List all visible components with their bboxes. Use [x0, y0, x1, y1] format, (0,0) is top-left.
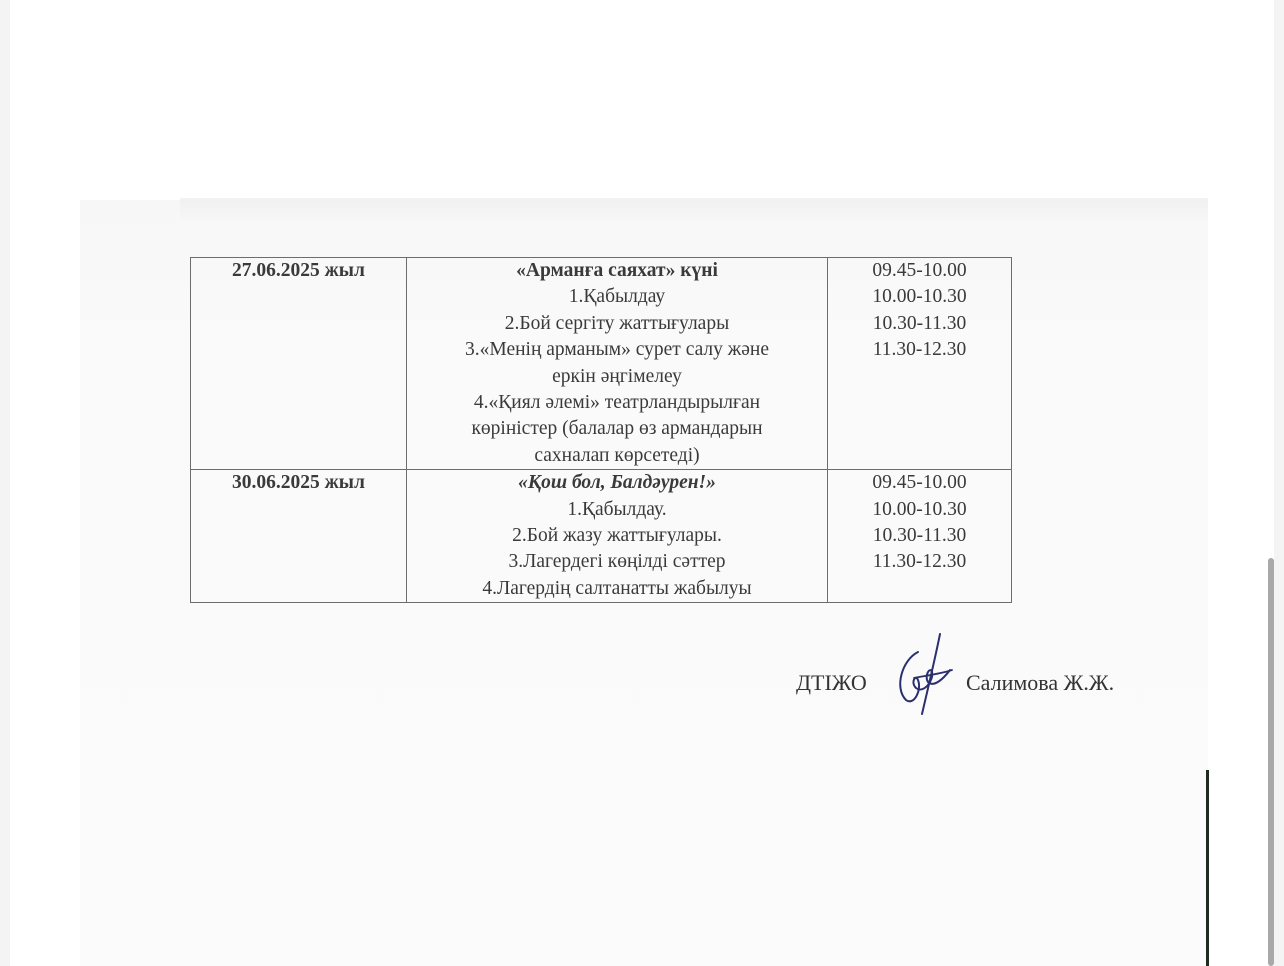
- event-title: «Қош бол, Балдәурен!»: [518, 472, 716, 494]
- event-item: 2.Бой сергіту жаттығулары: [504, 312, 730, 334]
- date-text: 27.06.2025 жыл: [232, 260, 365, 281]
- event-cell: [407, 258, 828, 470]
- signature-block: [796, 630, 1156, 720]
- table-row: [191, 470, 1012, 603]
- time-slot: 11.30-12.30: [872, 551, 967, 573]
- date-text: 30.06.2025 жыл: [232, 472, 365, 494]
- scan-right-edge: [1206, 770, 1209, 966]
- event-title: «Арманға саяхат» күні: [516, 260, 718, 281]
- time-slot: 11.30-12.30: [872, 339, 967, 361]
- event-item: 3.«Менің арманым» сурет салу және: [465, 339, 769, 361]
- signatory-name: Салимова Ж.Ж.: [966, 670, 1115, 695]
- scrollbar-thumb[interactable]: [1268, 558, 1274, 966]
- event-item: 1.Қабылдау.: [567, 498, 667, 520]
- event-item: 4.Лагердің салтанатты жабылуы: [482, 577, 752, 599]
- event-cell: [407, 470, 828, 603]
- date-cell: [191, 258, 407, 470]
- event-item: сахналап көрсетеді): [534, 444, 700, 466]
- signatory-position: ДТІЖО: [796, 670, 867, 695]
- time-slot: 09.45-10.00: [872, 472, 967, 494]
- time-slot: 10.00-10.30: [872, 286, 967, 308]
- event-item: еркін әңгімелеу: [552, 365, 682, 387]
- schedule-table: [190, 257, 1012, 603]
- time-slot: 10.30-11.30: [872, 312, 967, 334]
- event-item: 2.Бой жазу жаттығулары.: [512, 525, 722, 547]
- table-row: [191, 258, 1012, 470]
- scan-top-edge: [180, 198, 1208, 220]
- date-cell: [191, 470, 407, 603]
- time-slot: 09.45-10.00: [872, 260, 967, 281]
- event-item: көріністер (балалар өз армандарын: [471, 418, 763, 440]
- event-item: 3.Лагердегі көңілді сәттер: [508, 551, 726, 573]
- time-cell: [828, 258, 1012, 470]
- time-cell: [828, 470, 1012, 603]
- time-slot: 10.30-11.30: [872, 525, 967, 547]
- time-slot: 10.00-10.30: [872, 498, 967, 520]
- handwritten-signature: [888, 630, 958, 720]
- event-item: 4.«Қиял әлемі» театрландырылған: [473, 392, 761, 414]
- event-item: 1.Қабылдау: [568, 286, 666, 308]
